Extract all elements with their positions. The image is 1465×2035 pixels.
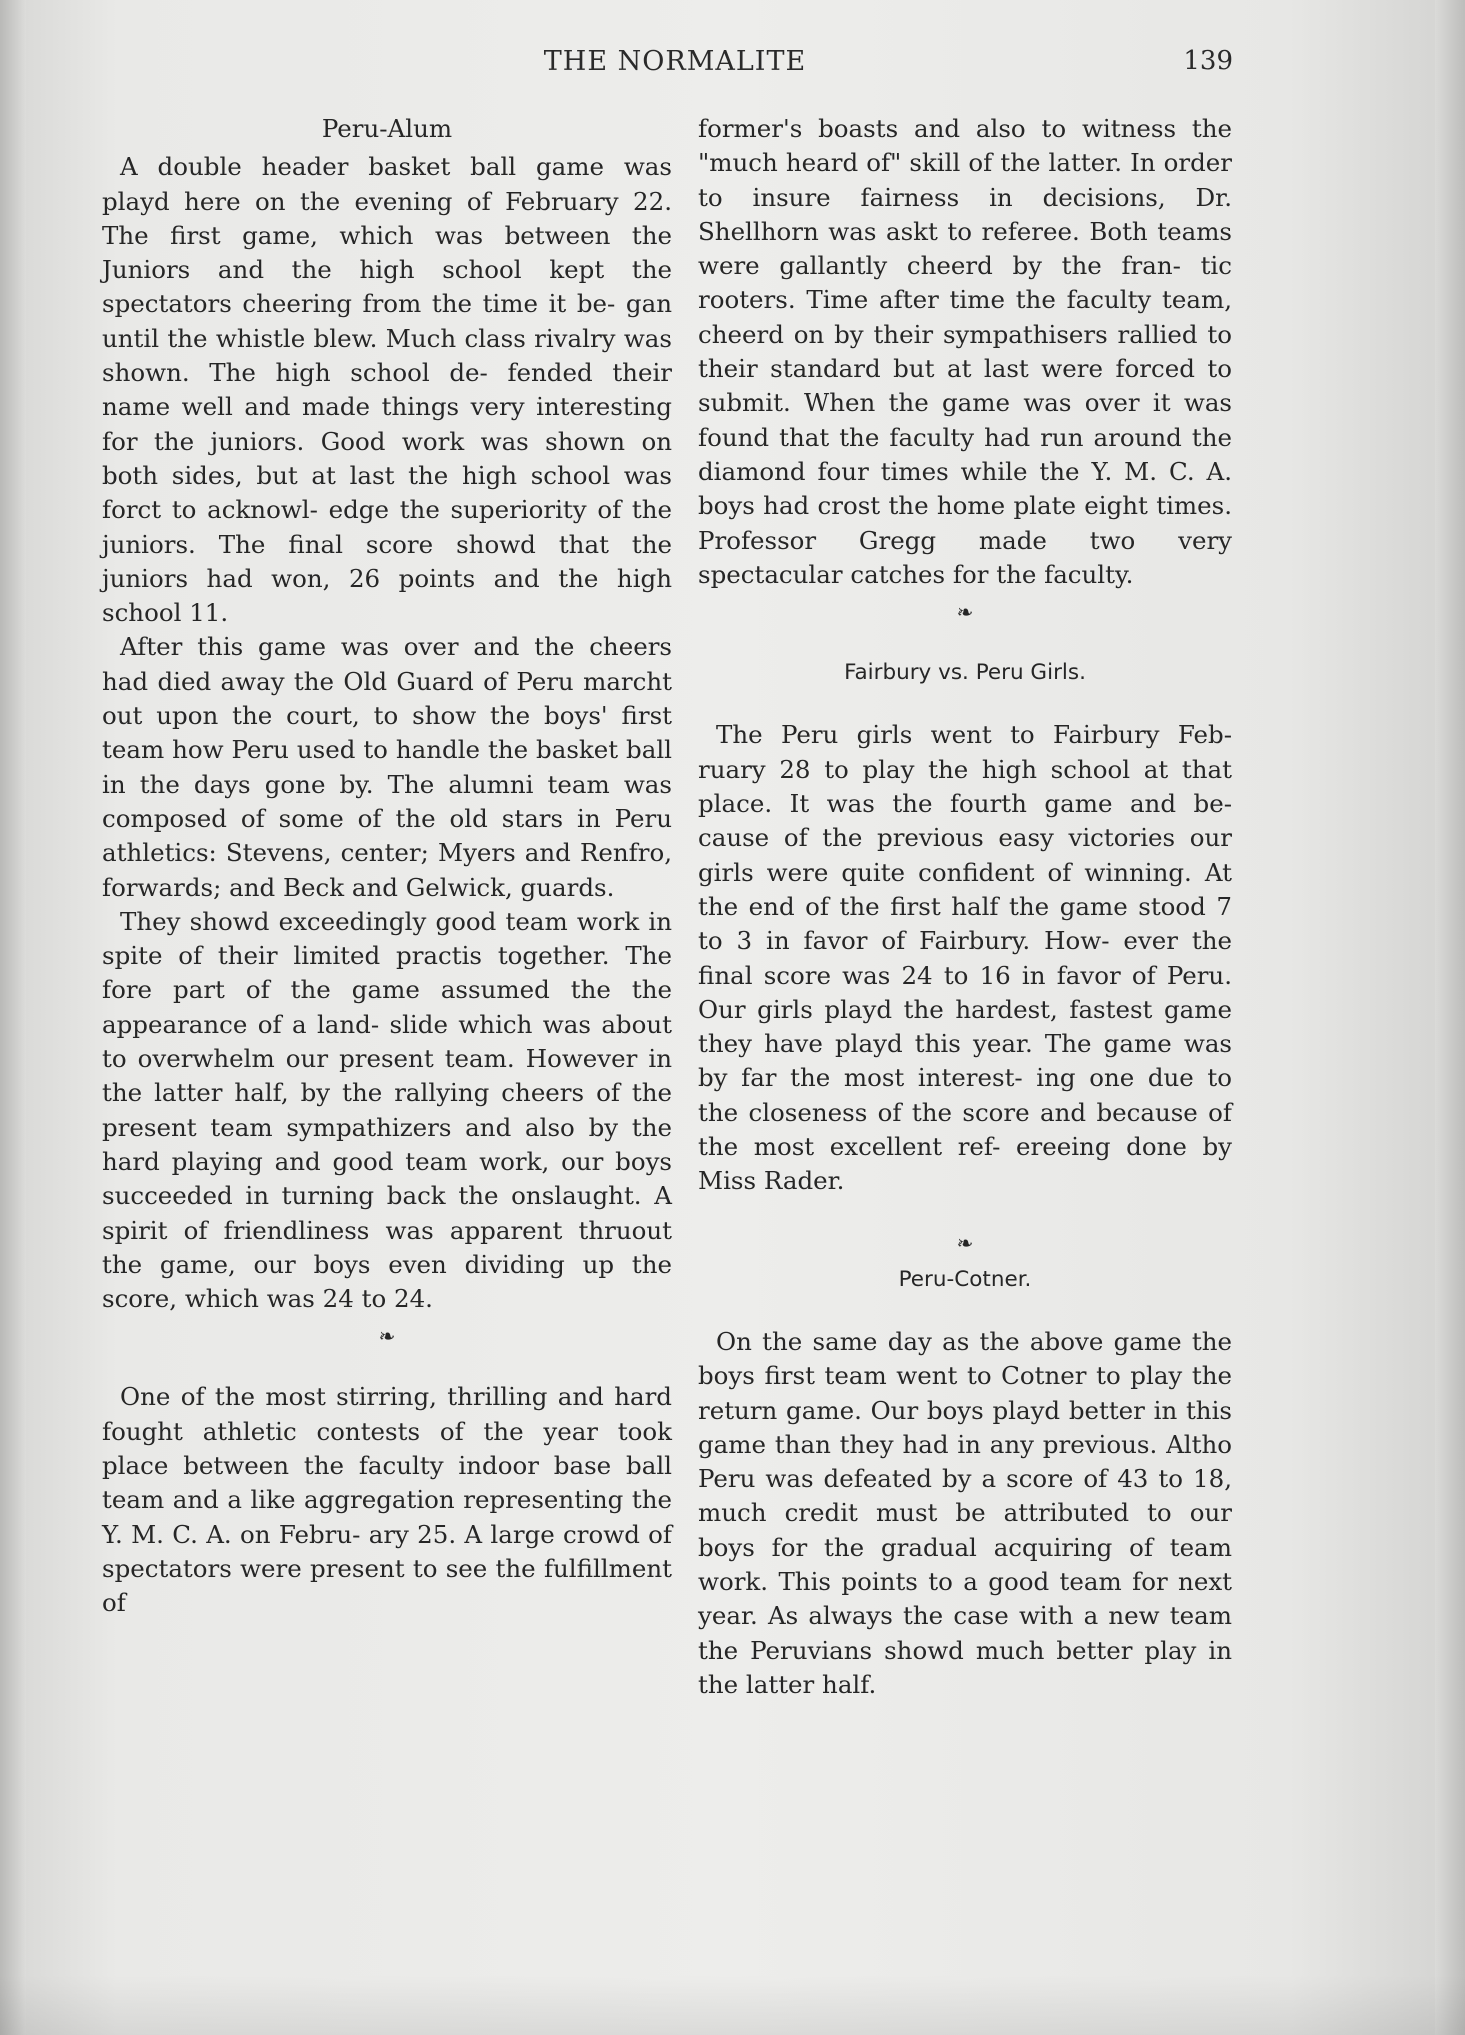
scan-right-edge: [1435, 0, 1465, 2035]
left-column: [102, 112, 672, 1620]
paragraph-old-guard: After this game was over and the cheers had died away the Old Guard of Peru marcht out upon the court, to show the boys' first team how Peru used to handle the basket ball in the days gone by. The alumni team was composed of some of the old stars in Peru athletics: Stevens, center; Myers and Renfro, forwards; and Beck and Gelwick, guards.: [102, 632, 672, 902]
section-ornament: ❧: [956, 1230, 974, 1255]
paragraph-team-work: They showd exceedingly good team work in spite of their limited practis together. The fore part of the game assumed the the appearance of a land- slide which was about to overwhelm our present team. However in the latter half, by the rallying cheers of the present team sympathizers and also by the hard playing and good team work, our boys succeeded in turning back the onslaught. A spirit of friendliness was apparent thruout the game, our boys even dividing up the score, which was 24 to 24.: [102, 906, 672, 1314]
page-number: 139: [1183, 46, 1233, 76]
spacer: [698, 694, 1232, 718]
spacer: [698, 1199, 1232, 1223]
spacer: [102, 1356, 672, 1380]
paragraph-faculty-game: One of the most stirring, thrilling and hard fought athletic contests of the year took place between the faculty indoor base ball team and a like aggregation representing the Y. M. C. A. on Febru- ary 25. A large crowd of spectators were present to see the fulfillment of: [102, 1382, 672, 1618]
scan-left-edge: [0, 0, 26, 2035]
right-column: [698, 112, 1232, 1702]
article-heading-peru-alum: Peru-Alum: [321, 114, 453, 143]
section-ornament: ❧: [378, 1324, 396, 1349]
article-heading-cotner: Peru-Cotner.: [898, 1266, 1032, 1292]
section-ornament: ❧: [956, 600, 974, 625]
paragraph-fairbury: The Peru girls went to Fairbury Feb- ruary 28 to play the high school at that place. It was the fourth game and be- cause of the previous easy victories our girls were quite confident of winning. At the end of the first half the game stood 7 to 3 in favor of Fairbury. How- ever the final score was 24 to 16 in favor of Peru. Our girls playd the hardest, fastest game they have playd this year. The game was by far the most interest- ing one due to the closeness of the score and because of the most excellent ref- ereeing done by Miss Rader.: [698, 720, 1232, 1196]
spacer: [698, 1301, 1232, 1325]
scan-bottom-shade: [0, 1975, 1465, 2035]
article-heading-fairbury: Fairbury vs. Peru Girls.: [844, 660, 1086, 686]
spacer: [698, 632, 1232, 656]
running-title: THE NORMALITE: [543, 46, 807, 77]
paragraph-doubleheader: A double header basket ball game was playd here on the evening of February 22. The first game, which was between the Juniors and the high school kept the spectators cheering from the time it be- gan until the whistle blew. Much class rivalry was shown. The high school de- fended their name well and made things very interesting for the juniors. Good work was shown on both sides, but at last the high school was forct to acknowl- edge the superiority of the juniors. The final score showd that the juniors had won, 26 points and the high school 11.: [102, 152, 672, 628]
paragraph-faculty-continued: former's boasts and also to witness the "much heard of" skill of the latter. In order to insure fairness in decisions, Dr. Shellhorn was askt to referee. Both teams were gallantly cheerd by the fran- tic rooters. Time after time the faculty team, cheerd on by their sympathisers rallied to their standard but at last were forced to submit. When the game was over it was found that the faculty had run around the diamond four times while the Y. M. C. A. boys had crost the home plate eight times. Professor Gregg made two very spectacular catches for the faculty.: [698, 114, 1232, 589]
paragraph-cotner: On the same day as the above game the boys first team went to Cotner to play the return game. Our boys playd better in this game than they had in any previous. Altho Peru was defeated by a score of 43 to 18, much credit must be attributed to our boys for the gradual acquiring of team work. This points to a good team for next year. As always the case with a new team the Peruvians showd much better play in the latter half.: [698, 1326, 1232, 1699]
